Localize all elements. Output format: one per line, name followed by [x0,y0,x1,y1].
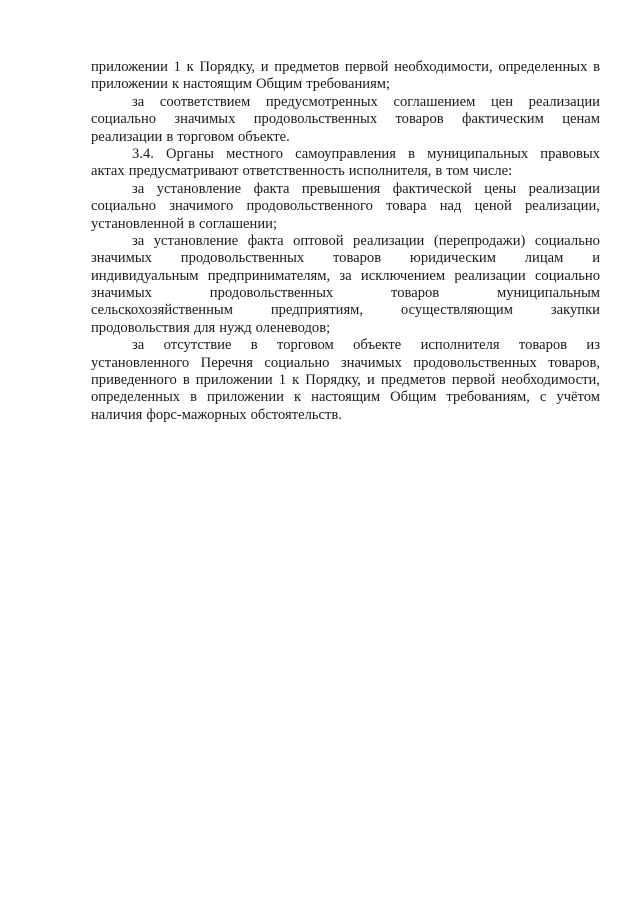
word: ответственность [242,163,345,180]
word: требованиям, [446,389,530,406]
word: Органы [166,145,214,162]
word: над [439,198,462,215]
word: исполнителя [420,337,500,354]
word: закупки [550,302,600,319]
word: отсутствие [163,337,232,354]
word: продовольственных [209,285,334,302]
word: Общим [390,389,437,406]
word: в [166,128,174,145]
word: в [188,215,196,232]
word: продовольственных [253,111,378,128]
word: товаров [332,250,382,267]
text-line [91,94,600,111]
word: превышения [301,180,381,197]
word: товара [386,198,427,215]
word: товаров, [548,354,600,371]
word: значимых [91,250,152,267]
word: в [593,59,600,75]
word: за [132,337,145,354]
word: для [193,319,216,336]
word: значимых [340,354,402,371]
text-line [91,163,600,180]
text-line [91,407,600,424]
word: настоящим [311,389,381,406]
word: ценой [474,198,512,215]
word: актах [91,163,125,180]
word: 1 [173,59,181,75]
text-line [91,268,600,285]
word: реализации [353,232,425,249]
word: продовольственных [180,250,305,267]
word: предусмотренных [265,93,378,110]
text-line [91,59,600,76]
word: соглашении; [199,215,277,232]
word: муниципальных [427,145,529,162]
word: реализации, [524,198,600,215]
paragraph-p-wholesale [91,233,600,337]
word: объекте [353,337,402,354]
word: установленной [91,215,185,232]
word: в [408,145,415,162]
word: торговом [277,337,334,354]
word: учётом [556,389,600,406]
text-line [91,181,600,198]
word: цены [484,180,517,197]
word: объекте. [237,128,290,145]
word: из [586,337,600,354]
word: приложении [91,76,168,93]
word: том [446,163,469,180]
word: (перепродажи) [433,232,526,249]
word: нужд [219,319,252,336]
word: в [435,163,443,180]
word: факта [253,180,290,197]
word: предметов [274,59,340,75]
text-line [91,198,600,215]
word: муниципальным [497,285,600,302]
text-line [91,233,600,250]
word: социально [264,354,330,371]
word: предусматривают [128,163,239,180]
paragraph-p-3-4 [91,146,600,181]
word: осуществляющим [400,302,513,319]
word: необходимости, [501,372,600,389]
word: социально [534,232,600,249]
text-line [91,76,600,93]
text-line [91,302,600,319]
word: социально [91,111,157,128]
word: значимых [91,285,152,302]
word: продовольствия [91,319,190,336]
text-line [91,285,600,302]
word: реализации [91,128,163,145]
word: лицам [524,250,564,267]
word: к [186,59,194,75]
text-line [91,372,600,389]
word: индивидуальным [91,267,199,284]
text-line [91,320,600,337]
word: товаров [518,337,568,354]
text-line [91,355,600,372]
word: требованиям; [306,76,391,93]
word: оленеводов; [255,319,331,336]
text-line [91,146,600,163]
text-line [91,129,600,146]
word: самоуправления [295,145,396,162]
word: торговом [177,128,234,145]
word: предприятиям, [270,302,364,319]
text-line [91,389,600,406]
word: числе: [472,163,513,180]
word: предметов [380,372,446,389]
word: к [294,389,302,406]
word: исполнителя, [348,163,432,180]
word: приложении [195,372,273,389]
word: и [592,250,600,267]
paragraph-p-absence [91,337,600,424]
word: приведенного [91,372,177,389]
word: Перечня [200,354,253,371]
word: соответствием [159,93,251,110]
word: факта [247,232,284,249]
word: определенных [91,389,181,406]
word: сельскохозяйственным [91,302,233,319]
paragraph-p-continuation [91,59,600,94]
word: обстоятельств. [250,406,342,423]
word: приложении [91,59,168,75]
text-line [91,111,600,128]
word: реализации [528,93,600,110]
word: исключением [360,267,446,284]
word: значимого [169,198,234,215]
word: 3.4. [132,145,154,162]
word: реализации [454,267,526,284]
word: за [132,93,145,110]
word: Общим [256,76,303,93]
word: правовых [540,145,600,162]
word: социально [91,198,157,215]
word: значимых [174,111,236,128]
word: установление [156,180,242,197]
word: в [250,337,258,354]
word: Порядку, [305,372,361,389]
text-line [91,216,600,233]
word: ценам [562,111,600,128]
word: реализации [528,180,600,197]
word: фактическим [462,111,544,128]
word: юридическим [409,250,496,267]
text-line [91,337,600,354]
word: настоящим [183,76,252,93]
word: 1 [278,372,287,389]
word: местного [226,145,284,162]
word: установление [153,232,239,249]
word: необходимости, [394,59,493,75]
word: фактической [392,180,472,197]
word: форс-мажорных [146,406,247,423]
document-page [91,59,600,424]
word: оптовой [293,232,344,249]
word: продовольственных [413,354,537,371]
word: за [132,232,145,249]
word: товаров [395,111,444,128]
word: к [292,372,300,389]
word: наличия [91,406,143,423]
word: и [367,372,375,389]
word: к [171,76,180,93]
word: приложении [207,389,284,406]
word: товаров [391,285,440,302]
word: первой [451,372,496,389]
word: определенных [498,59,588,75]
word: за [132,180,145,197]
word: первой [344,59,389,75]
word: в [182,372,190,389]
word: соглашением [393,93,476,110]
word: с [539,389,547,406]
word: установленного [91,354,190,371]
word: продовольственного [246,198,373,215]
paragraph-p-price-compliance [91,94,600,146]
word: цен [490,93,514,110]
word: за [339,267,352,284]
word: и [260,59,269,75]
word: предпринимателям, [207,267,331,284]
paragraph-p-price-excess [91,181,600,233]
word: в [190,389,198,406]
word: Порядку, [199,59,256,75]
text-line [91,250,600,267]
word: социально [534,267,600,284]
